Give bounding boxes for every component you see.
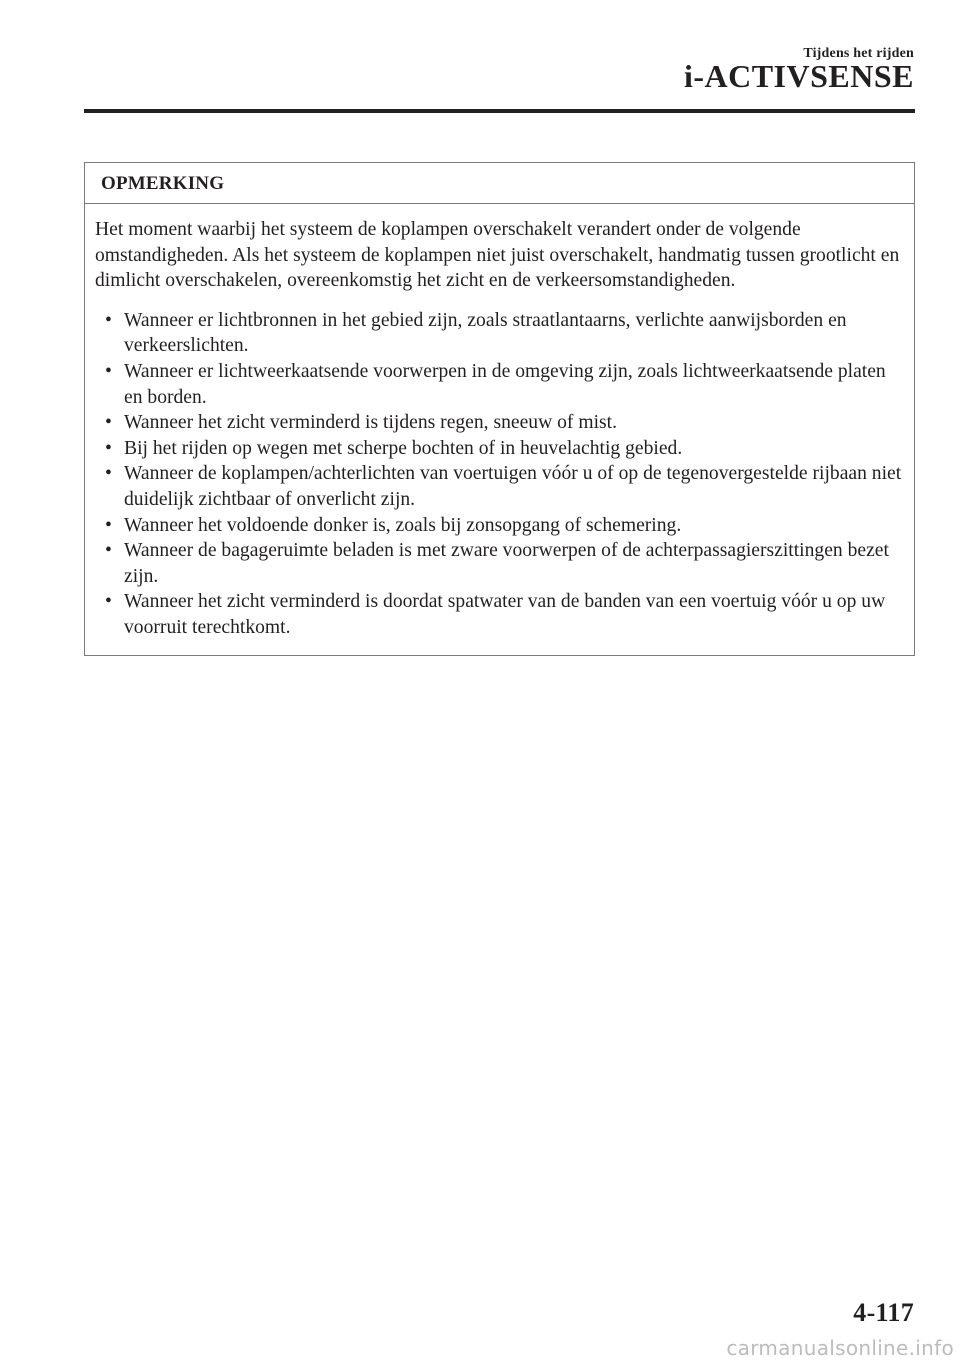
watermark-link[interactable]: carmanualsonline.info: [726, 1336, 954, 1360]
list-item: [95, 461, 904, 512]
note-body: [85, 204, 914, 655]
bullet-icon: •: [105, 309, 112, 331]
bullet-icon: •: [105, 437, 112, 459]
bullet-icon: •: [105, 540, 112, 562]
list-item-text: Bij het rijden op wegen met scherpe bochten of in heuvelachtig gebied.: [124, 437, 683, 459]
bullet-icon: •: [105, 412, 112, 434]
bullet-icon: •: [105, 514, 112, 536]
bullet-icon: •: [105, 360, 112, 382]
bullet-icon: •: [105, 591, 112, 613]
list-item: [95, 436, 904, 462]
list-item: [95, 308, 904, 359]
condition-list: [95, 308, 904, 641]
list-item: [95, 513, 904, 539]
list-item: [95, 538, 904, 589]
note-box: [84, 162, 915, 656]
page-number: 4-117: [853, 1298, 914, 1327]
bullet-icon: •: [105, 463, 112, 485]
list-item-text: Wanneer het zicht verminderd is doordat spatwater van de banden van een voertuig vóór u op uw voorruit terechtkomt.: [124, 591, 886, 638]
list-item-text: Wanneer het voldoende donker is, zoals bij zonsopgang of schemering.: [124, 514, 682, 536]
header-divider: [84, 109, 915, 113]
list-item: [95, 410, 904, 436]
page-header: [0, 0, 960, 120]
list-item-text: Wanneer het zicht verminderd is tijdens regen, sneeuw of mist.: [124, 412, 618, 434]
list-item-text: Wanneer de bagageruimte beladen is met zware voorwerpen of de achterpassagierszittingen bezet zijn.: [124, 540, 889, 587]
chapter-title: i-ACTIVSENSE: [683, 58, 914, 94]
list-item: [95, 589, 904, 640]
list-item: [95, 359, 904, 410]
list-item-text: Wanneer er lichtbronnen in het gebied zijn, zoals straatlantaarns, verlichte aanwijsborden en verkeerslichten.: [124, 309, 847, 357]
note-intro: Het moment waarbij het systeem de koplampen overschakelt verandert onder de volgende omstandigheden. Als het systeem de koplampen niet juist overschakelt, handmatig tussen grootlicht en dimlicht overschakelen, overeenkomstig het zicht en de verkeersomstandigheden.: [95, 219, 900, 292]
section-name: Tijdens het rijden: [803, 46, 914, 61]
note-heading: OPMERKING: [85, 163, 914, 204]
list-item-text: Wanneer er lichtweerkaatsende voorwerpen in de omgeving zijn, zoals lichtweerkaatsende platen en borden.: [124, 360, 886, 408]
list-item-text: Wanneer de koplampen/achterlichten van voertuigen vóór u of op de tegenovergestelde rijbaan niet duidelijk zichtbaar of onverlicht zijn.: [124, 463, 902, 510]
